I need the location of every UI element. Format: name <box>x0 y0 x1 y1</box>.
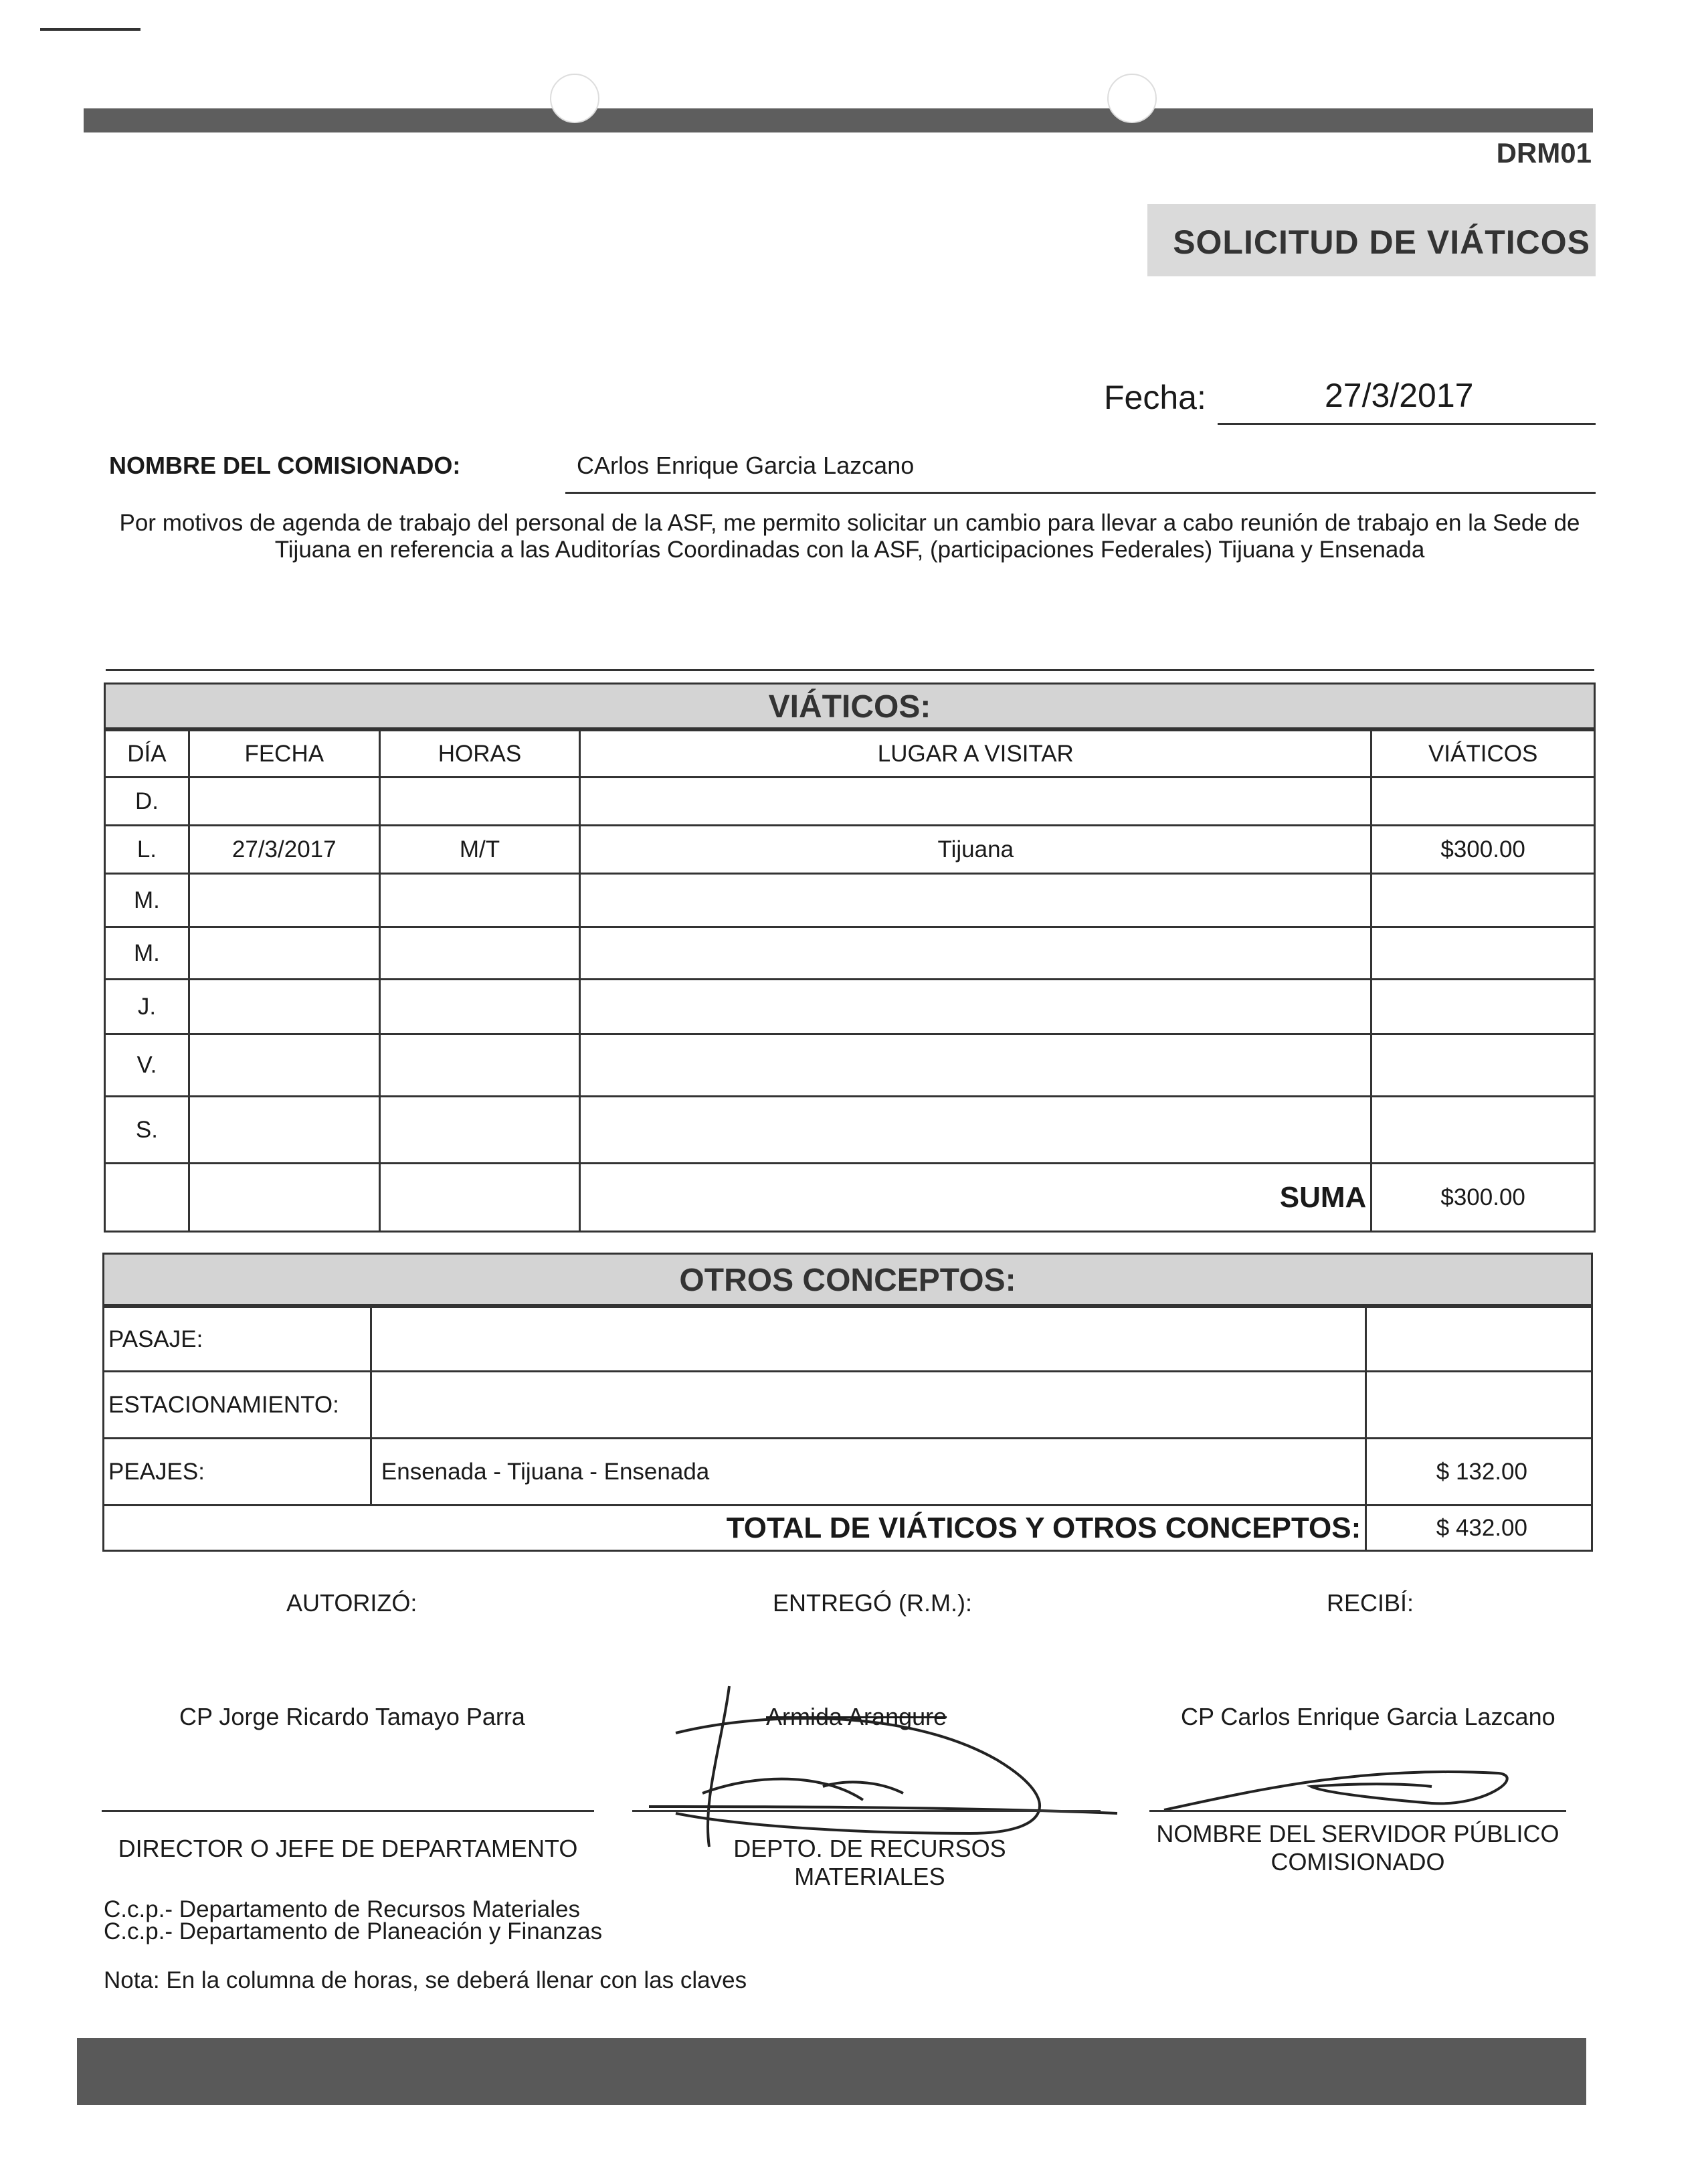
form-code: DRM01 <box>1496 137 1592 169</box>
entrego-role: DEPTO. DE RECURSOS MATERIALES <box>733 1835 1006 1890</box>
recibi-role-line2: COMISIONADO <box>1270 1848 1445 1876</box>
title-box <box>1147 204 1596 276</box>
autorizo-name: CP Jorge Ricardo Tamayo Parra <box>179 1703 525 1730</box>
table-row <box>105 980 1595 1034</box>
suma-row <box>105 1164 1595 1232</box>
cell-fecha <box>189 778 379 826</box>
total-value: $ 432.00 <box>1366 1506 1592 1551</box>
recibi-line <box>1149 1810 1566 1812</box>
scan-mark <box>40 28 140 31</box>
autorizo-heading: AUTORIZÓ: <box>286 1589 417 1617</box>
col-header-lugar: LUGAR A VISITAR <box>580 731 1372 778</box>
punch-hole <box>1107 74 1157 123</box>
entrego-name: Armida Arangure <box>766 1703 947 1730</box>
punch-hole <box>550 74 599 123</box>
cell-horas <box>379 1097 580 1164</box>
cell-horas <box>379 927 580 980</box>
total-label: TOTAL DE VIÁTICOS Y OTROS CONCEPTOS: <box>104 1506 1366 1551</box>
pasaje-desc <box>371 1307 1365 1372</box>
cell-lugar <box>580 1097 1372 1164</box>
table-row <box>104 1439 1592 1506</box>
cell-horas <box>379 1034 580 1097</box>
col-header-horas: HORAS <box>379 731 580 778</box>
nota-text: Nota: En la columna de horas, se deberá llenar con las claves <box>104 1967 747 1993</box>
empty-cell <box>105 1164 189 1232</box>
table-row <box>105 778 1595 826</box>
peajes-amount: $ 132.00 <box>1366 1439 1592 1506</box>
nombre-value: CArlos Enrique Garcia Lazcano <box>577 452 915 479</box>
recibi-role <box>1149 1820 1566 1876</box>
autorizo-line <box>102 1810 594 1812</box>
cell-viaticos <box>1372 1097 1595 1164</box>
cell-viaticos <box>1372 927 1595 980</box>
page-title: SOLICITUD DE VIÁTICOS <box>1173 223 1590 261</box>
cell-viaticos <box>1372 980 1595 1034</box>
cell-viaticos <box>1372 1034 1595 1097</box>
entrego-heading: ENTREGÓ (R.M.): <box>773 1589 972 1617</box>
cell-lugar <box>580 980 1372 1034</box>
cell-viaticos <box>1372 874 1595 927</box>
ccp-block <box>104 1898 602 1942</box>
ccp-line: C.c.p.- Departamento de Recursos Materiales <box>104 1896 580 1922</box>
table-row <box>105 1097 1595 1164</box>
signature-entrego <box>622 1679 1144 1860</box>
cell-fecha <box>189 927 379 980</box>
cell-lugar <box>580 778 1372 826</box>
otros-table <box>102 1306 1593 1552</box>
suma-label: SUMA <box>580 1164 1372 1232</box>
cell-dia: M. <box>105 874 189 927</box>
nombre-underline <box>565 492 1596 494</box>
footer-bar <box>77 2038 1586 2105</box>
cell-viaticos: $300.00 <box>1372 826 1595 874</box>
cell-fecha <box>189 980 379 1034</box>
pasaje-label: PASAJE: <box>104 1307 371 1372</box>
cell-fecha <box>189 1097 379 1164</box>
col-header-fecha: FECHA <box>189 731 379 778</box>
recibi-heading: RECIBÍ: <box>1327 1589 1414 1617</box>
cell-lugar <box>580 874 1372 927</box>
nombre-label: NOMBRE DEL COMISIONADO: <box>109 452 461 479</box>
cell-dia: D. <box>105 778 189 826</box>
table-row <box>105 927 1595 980</box>
fecha-underline <box>1218 423 1596 425</box>
cell-fecha: 27/3/2017 <box>189 826 379 874</box>
viaticos-table <box>104 729 1596 1233</box>
col-header-viaticos: VIÁTICOS <box>1372 731 1595 778</box>
motivo-text: Por motivos de agenda de trabajo del personal de la ASF, me permito solicitar un cambio para llevar a cabo reunión de trabajo en la Sede de Tijuana en referencia a las Auditorías Coordinadas con la ASF, (participaciones Federales) Tijuana y Ensenada <box>119 510 1580 563</box>
viaticos-heading: VIÁTICOS: <box>104 682 1596 729</box>
header-bar <box>84 108 1593 132</box>
cell-horas: M/T <box>379 826 580 874</box>
estacionamiento-amount <box>1366 1372 1592 1439</box>
cell-horas <box>379 874 580 927</box>
cell-dia: S. <box>105 1097 189 1164</box>
cell-viaticos <box>1372 778 1595 826</box>
divider <box>106 669 1594 671</box>
cell-lugar <box>580 927 1372 980</box>
suma-value: $300.00 <box>1372 1164 1595 1232</box>
estacionamiento-desc <box>371 1372 1365 1439</box>
cell-fecha <box>189 874 379 927</box>
recibi-role-line1: NOMBRE DEL SERVIDOR PÚBLICO <box>1156 1820 1559 1847</box>
peajes-label: PEAJES: <box>104 1439 371 1506</box>
table-row <box>104 1307 1592 1372</box>
cell-fecha <box>189 1034 379 1097</box>
fecha-label: Fecha: <box>1104 379 1206 416</box>
estacionamiento-label: ESTACIONAMIENTO: <box>104 1372 371 1439</box>
autorizo-role: DIRECTOR O JEFE DE DEPARTAMENTO <box>118 1835 578 1862</box>
empty-cell <box>189 1164 379 1232</box>
cell-horas <box>379 778 580 826</box>
viaticos-header-row <box>105 731 1595 778</box>
cell-horas <box>379 980 580 1034</box>
fecha-value: 27/3/2017 <box>1325 377 1474 414</box>
pasaje-amount <box>1366 1307 1592 1372</box>
table-row <box>105 1034 1595 1097</box>
col-header-dia: DÍA <box>105 731 189 778</box>
cell-lugar: Tijuana <box>580 826 1372 874</box>
peajes-desc: Ensenada - Tijuana - Ensenada <box>371 1439 1365 1506</box>
total-row <box>104 1506 1592 1551</box>
cell-dia: J. <box>105 980 189 1034</box>
cell-lugar <box>580 1034 1372 1097</box>
entrego-line <box>632 1810 1101 1812</box>
recibi-name: CP Carlos Enrique Garcia Lazcano <box>1181 1703 1555 1730</box>
cell-dia: V. <box>105 1034 189 1097</box>
ccp-line: C.c.p.- Departamento de Planeación y Finanzas <box>104 1918 603 1944</box>
cell-dia: M. <box>105 927 189 980</box>
signature-recibi <box>1151 1746 1525 1820</box>
table-row <box>104 1372 1592 1439</box>
empty-cell <box>379 1164 580 1232</box>
table-row <box>105 826 1595 874</box>
cell-dia: L. <box>105 826 189 874</box>
otros-heading: OTROS CONCEPTOS: <box>102 1253 1593 1306</box>
table-row <box>105 874 1595 927</box>
